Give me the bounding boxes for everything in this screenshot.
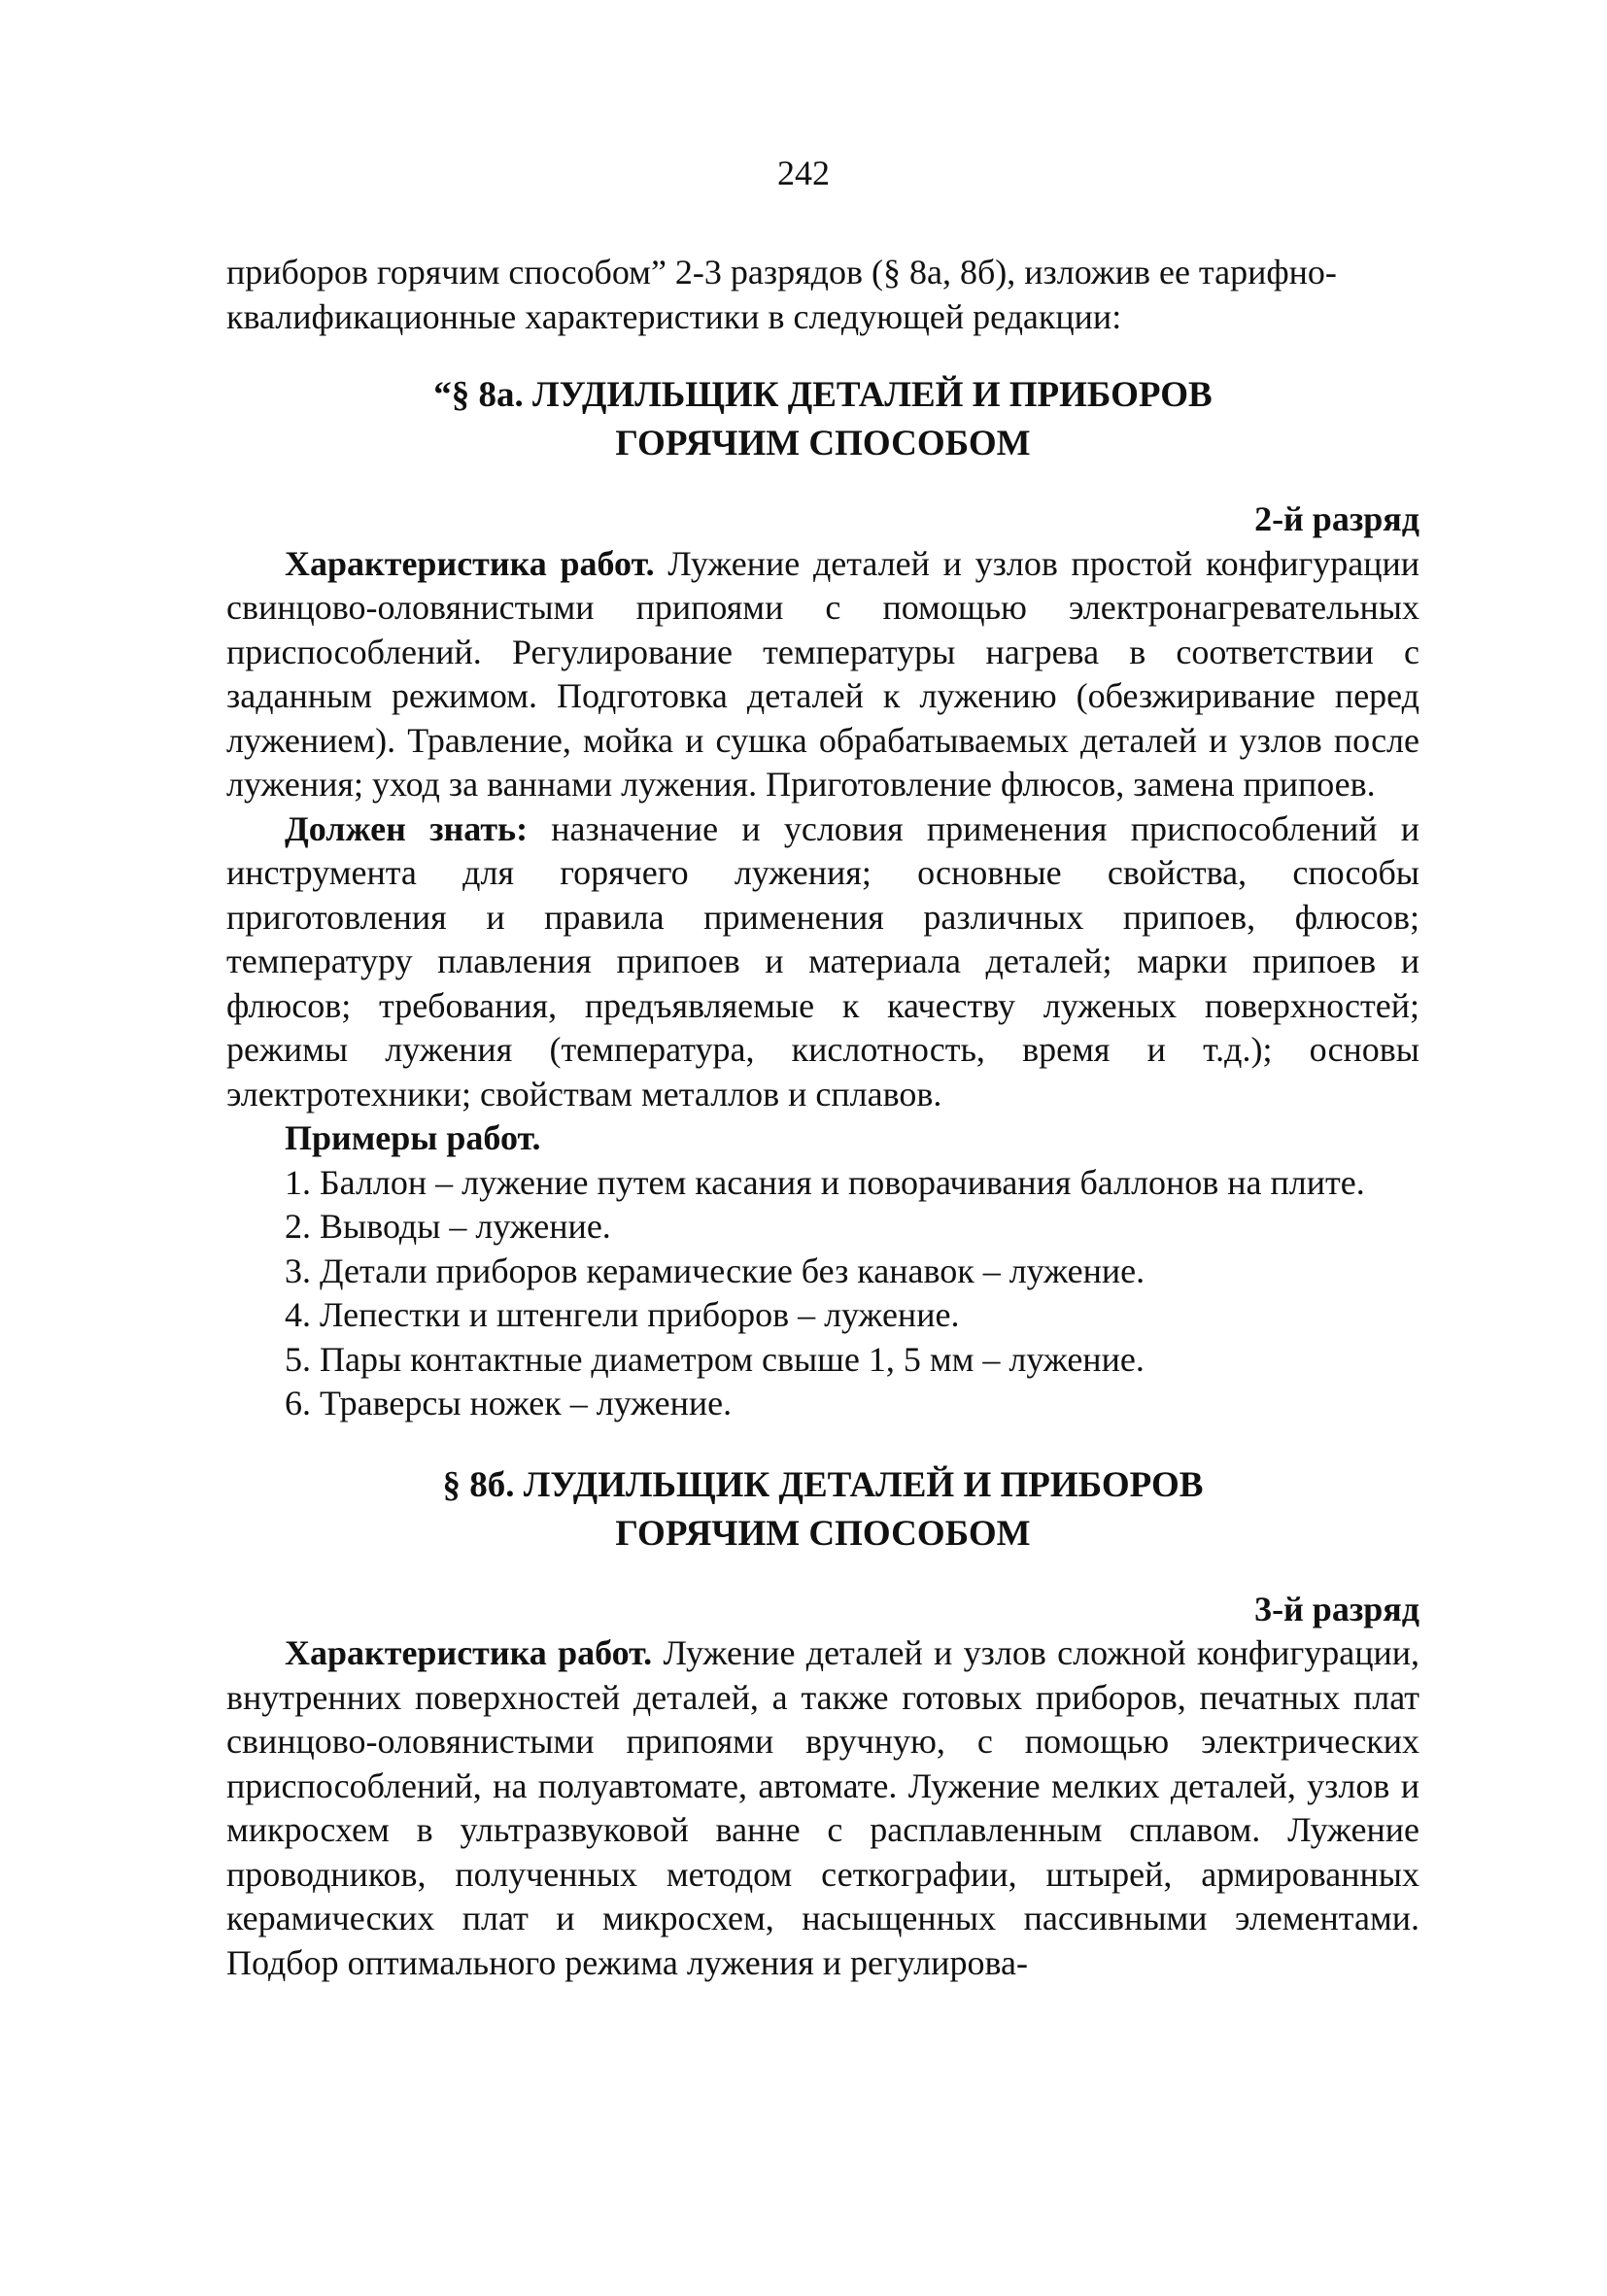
example-item: 3. Детали приборов керамические без канавок – лужение. xyxy=(285,1251,1145,1290)
example-item: 1. Баллон – лужение путем касания и поворачивания баллонов на плите. xyxy=(285,1162,1365,1202)
example-item: 6. Траверсы ножек – лужение. xyxy=(285,1384,733,1422)
section-8b-title xyxy=(226,1461,1419,1559)
example-item: 5. Пары контактные диаметром свыше 1, 5 мм – лужение. xyxy=(285,1339,1145,1379)
section-8b-rank: 3-й разряд xyxy=(1254,1589,1419,1628)
section-8b-characteristics xyxy=(226,1631,1419,1985)
section-8a-knowledge-text: назначение и условия применения приспособлений и инструмента для горячего лужения; основные свойства, способы приготовления и правила применения различных припоев, флюсов; температуру плавления припоев и материала деталей; марки припоев и флюсов; требования, предъявляемые к качеству луженых поверхностей; режимы лужения (температура, кислотность, время и т.д.); основы электротехники; свойствам металлов и сплавов. xyxy=(226,808,1420,1114)
section-8a-examples-list xyxy=(226,1161,1419,1426)
section-8a-characteristics-label: Характеристика работ. xyxy=(285,543,655,583)
section-8a-knowledge-label: Должен знать: xyxy=(285,808,529,848)
example-item: 2. Выводы – лужение. xyxy=(285,1207,611,1246)
section-8a-examples-label: Примеры работ. xyxy=(285,1118,541,1157)
section-8a-characteristics-text: Лужение деталей и узлов простой конфигурации свинцово-оловянистыми припоями с помощью электронагревательных приспособлений. Регулирование температуры нагрева в соответствии с заданным режимом. Подготовка деталей к лужению (обезжиривание перед лужением). Травление, мойка и сушка обрабатываемых деталей и узлов после лужения; уход за ваннами лужения. Приготовление флюсов, замена припоев. xyxy=(226,543,1420,804)
document-body xyxy=(226,251,1419,1985)
section-8b-title-line-1: § 8б. ЛУДИЛЬЩИК ДЕТАЛЕЙ И ПРИБОРОВ xyxy=(442,1464,1204,1505)
section-8a-title-line-1: “§ 8а. ЛУДИЛЬЩИК ДЕТАЛЕЙ И ПРИБОРОВ xyxy=(433,375,1213,415)
intro-line-2: квалификационные характеристики в следующей редакции: xyxy=(226,296,1122,336)
section-8b-characteristics-text: Лужение деталей и узлов сложной конфигурации, внутренних поверхностей деталей, а также готовых приборов, печатных плат свинцово-оловянистыми припоями вручную, с помощью электрических приспособлений, на полуавтомате, автомате. Лужение мелких деталей, узлов и микросхем в ультразвуковой ванне с расплавленным сплавом. Лужение проводников, полученных методом сеткографии, штырей, армированных керамических плат и микросхем, насыщенных пассивными элементами. Подбор оптимального режима лужения и регулирова- xyxy=(226,1633,1419,1982)
page-number: 242 xyxy=(777,154,830,192)
section-8b-title-line-2: ГОРЯЧИМ СПОСОБОМ xyxy=(615,1513,1031,1554)
section-8a-title-line-2: ГОРЯЧИМ СПОСОБОМ xyxy=(615,424,1031,463)
section-8a-knowledge xyxy=(226,807,1419,1117)
example-item: 4. Лепестки и штенгели приборов – лужение. xyxy=(285,1295,960,1334)
section-8a-characteristics xyxy=(226,542,1419,807)
intro-line-1: приборов горячим способом” 2-3 разрядов (§ 8а, 8б), изложив ее тарифно- xyxy=(226,253,1337,291)
section-8a-title xyxy=(226,371,1419,468)
section-8a-rank: 2-й разряд xyxy=(1254,499,1419,538)
section-8b-characteristics-label: Характеристика работ. xyxy=(285,1633,653,1672)
